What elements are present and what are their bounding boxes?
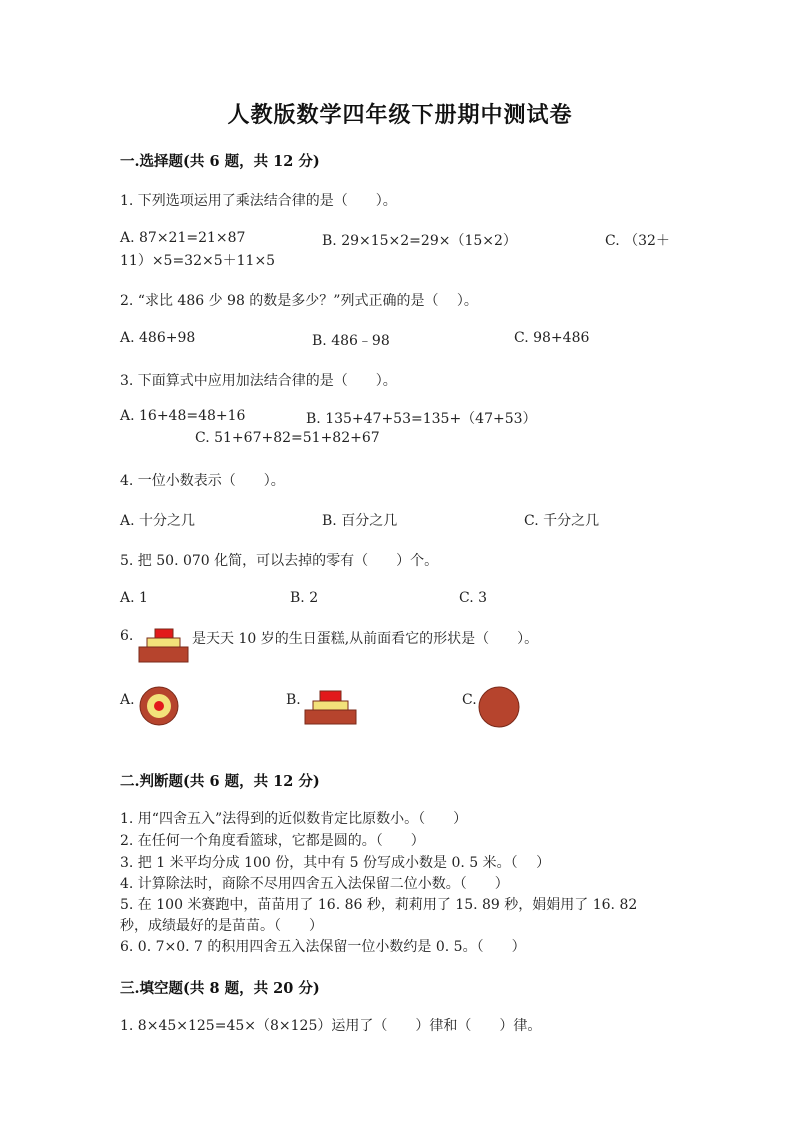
question-3-option-b: B. 135+47+53=135+（47+53） — [306, 411, 537, 427]
judgement-item: 5. 在 100 米赛跑中，苗苗用了 16. 86 秒，莉莉用了 15. 89 秒，娟娟用了 16. 82 — [120, 897, 638, 913]
judgement-item: 2. 在任何一个角度看篮球，它都是圆的。（ ） — [120, 833, 425, 849]
question-3-option-a: A. 16+48=48+16 — [120, 408, 246, 424]
judgement-item: 4. 计算除法时，商除不尽用四舍五入法保留二位小数。（ ） — [120, 876, 509, 892]
question-6-stem: 是天天 10 岁的生日蛋糕,从前面看它的形状是（ ）。 — [192, 631, 539, 647]
question-2-option-b: B. 486﹣98 — [312, 333, 390, 349]
question-5-option-b: B. 2 — [290, 590, 319, 606]
question-5-stem: 5. 把 50. 070 化简，可以去掉的零有（ ）个。 — [120, 553, 439, 569]
question-5-option-c: C. 3 — [459, 590, 488, 606]
section-heading-fill-in: 三.填空题(共 8 题，共 20 分) — [120, 980, 320, 997]
question-4-option-b: B. 百分之几 — [322, 513, 398, 529]
section-heading-choice: 一.选择题(共 6 题，共 12 分) — [120, 153, 320, 170]
question-1-option-c-continuation: 11）×5=32×5＋11×5 — [120, 253, 276, 269]
option-c-bottom-view-image — [478, 686, 520, 728]
question-4-option-a: A. 十分之几 — [120, 513, 196, 529]
question-6-option-a: A. — [120, 692, 135, 708]
judgement-item: 3. 把 1 米平均分成 100 份，其中有 5 份写成小数是 0. 5 米。（ ） — [120, 855, 551, 871]
question-1-option-a: A. 87×21=21×87 — [120, 230, 246, 246]
page-title: 人教版数学四年级下册期中测试卷 — [227, 102, 573, 128]
judgement-item: 1. 用“四舍五入”法得到的近似数肯定比原数小。（ ） — [120, 811, 468, 827]
judgement-item: 6. 0. 7×0. 7 的积用四舍五入法保留一位小数约是 0. 5。（ ） — [120, 939, 526, 955]
judgement-item-continuation: 秒，成绩最好的是苗苗。（ ） — [120, 918, 323, 934]
question-4-option-c: C. 千分之几 — [524, 513, 600, 529]
question-3-option-c: C. 51+67+82=51+82+67 — [195, 430, 380, 446]
question-1-stem: 1. 下列选项运用了乘法结合律的是（ ）。 — [120, 193, 397, 209]
question-3-stem: 3. 下面算式中应用加法结合律的是（ ）。 — [120, 373, 397, 389]
question-4-stem: 4. 一位小数表示（ ）。 — [120, 473, 285, 489]
fill-in-item: 1. 8×45×125=45×（8×125）运用了（ ）律和（ ）律。 — [120, 1018, 542, 1034]
question-1-option-c: C. （32＋ — [605, 233, 670, 249]
cake-image — [138, 626, 190, 664]
option-a-top-view-image — [139, 686, 179, 726]
section-heading-judgement: 二.判断题(共 6 题，共 12 分) — [120, 773, 320, 790]
question-6-number: 6. — [120, 628, 134, 644]
question-6-option-c: C. — [462, 692, 477, 708]
option-b-front-view-image — [304, 688, 358, 726]
question-2-option-a: A. 486+98 — [120, 330, 196, 346]
question-6-option-b: B. — [286, 692, 301, 708]
question-1-option-b: B. 29×15×2=29×（15×2） — [322, 233, 517, 249]
question-2-option-c: C. 98+486 — [514, 330, 590, 346]
question-2-stem: 2. “求比 486 少 98 的数是多少？”列式正确的是（ ）。 — [120, 293, 478, 309]
question-5-option-a: A. 1 — [120, 590, 148, 606]
